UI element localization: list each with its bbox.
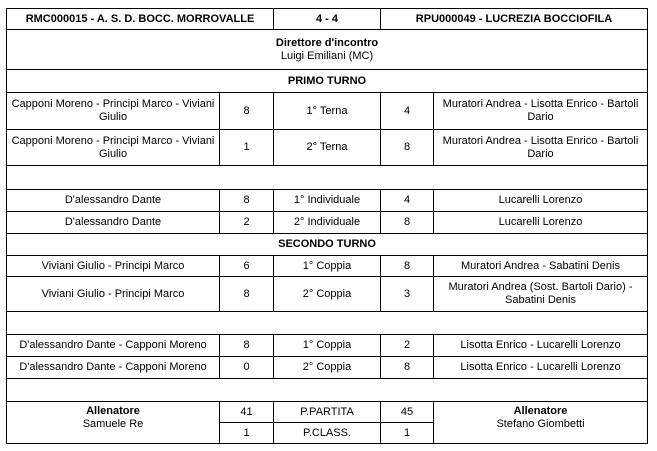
game-type: 2° Individuale [273,211,381,234]
home-players: Viviani Giulio - Principi Marco [6,276,220,312]
home-score: 6 [219,255,274,277]
director-label: Direttore d'incontro [275,36,379,49]
away-players: Lisotta Enrico - Lucarelli Lorenzo [433,356,648,379]
home-class-points: 1 [219,422,274,444]
away-score: 8 [380,129,434,166]
match-score: 4 - 4 [273,8,381,30]
home-players: Capponi Moreno - Principi Marco - Viviani Giulio [6,92,220,130]
game-type: 1° Terna [273,92,381,130]
away-partita-points: 45 [380,401,434,423]
home-players: D'alessandro Dante [6,189,220,212]
game-type: 1° Individuale [273,189,381,212]
away-coach-name: Stefano Giombetti [496,418,585,430]
away-score: 8 [380,255,434,277]
game-type: 2° Coppia [273,276,381,312]
primo-turno-title: PRIMO TURNO [6,69,648,93]
home-players: Viviani Giulio - Principi Marco [6,255,220,277]
home-coach-name: Samuele Re [82,418,144,430]
home-coach-block [6,401,220,444]
away-score: 3 [380,276,434,312]
away-players: Muratori Andrea (Sost. Bartoli Dario) - Sabatini Denis [433,276,648,312]
away-score: 4 [380,189,434,212]
away-players: Lisotta Enrico - Lucarelli Lorenzo [433,334,648,357]
home-score: 8 [219,92,274,130]
away-score: 8 [380,356,434,379]
class-label: P.CLASS. [273,422,381,444]
away-team-header: RPU000049 - LUCREZIA BOCCIOFILA [380,8,648,30]
director-block [6,29,648,70]
game-type: 2° Coppia [273,356,381,379]
away-score: 2 [380,334,434,357]
home-score: 2 [219,211,274,234]
home-players: D'alessandro Dante [6,211,220,234]
away-players: Muratori Andrea - Sabatini Denis [433,255,648,277]
away-players: Muratori Andrea - Lisotta Enrico - Bartoli Dario [433,92,648,130]
away-score: 8 [380,211,434,234]
home-coach-label: Allenatore [86,405,140,417]
blank-row [6,378,648,402]
home-score: 1 [219,129,274,166]
home-partita-points: 41 [219,401,274,423]
away-coach-label: Allenatore [513,405,568,417]
home-score: 8 [219,189,274,212]
game-type: 1° Coppia [273,334,381,357]
partita-label: P.PARTITA [273,401,381,423]
game-type: 2° Terna [273,129,381,166]
home-players: D'alessandro Dante - Capponi Moreno [6,334,220,357]
away-score: 4 [380,92,434,130]
away-class-points: 1 [380,422,434,444]
secondo-turno-title: SECONDO TURNO [6,233,648,256]
home-players: D'alessandro Dante - Capponi Moreno [6,356,220,379]
director-name: Luigi Emiliani (MC) [280,49,374,62]
away-coach-block [433,401,648,444]
away-players: Lucarelli Lorenzo [433,189,648,212]
away-players: Muratori Andrea - Lisotta Enrico - Bartoli Dario [433,129,648,166]
match-report-table [6,8,648,439]
away-players: Lucarelli Lorenzo [433,211,648,234]
blank-row [6,311,648,335]
blank-row [6,165,648,190]
home-score: 8 [219,334,274,357]
home-players: Capponi Moreno - Principi Marco - Viviani Giulio [6,129,220,166]
home-score: 0 [219,356,274,379]
match-grid [6,8,648,439]
game-type: 1° Coppia [273,255,381,277]
home-score: 8 [219,276,274,312]
home-team-header: RMC000015 - A. S. D. BOCC. MORROVALLE [6,8,274,30]
